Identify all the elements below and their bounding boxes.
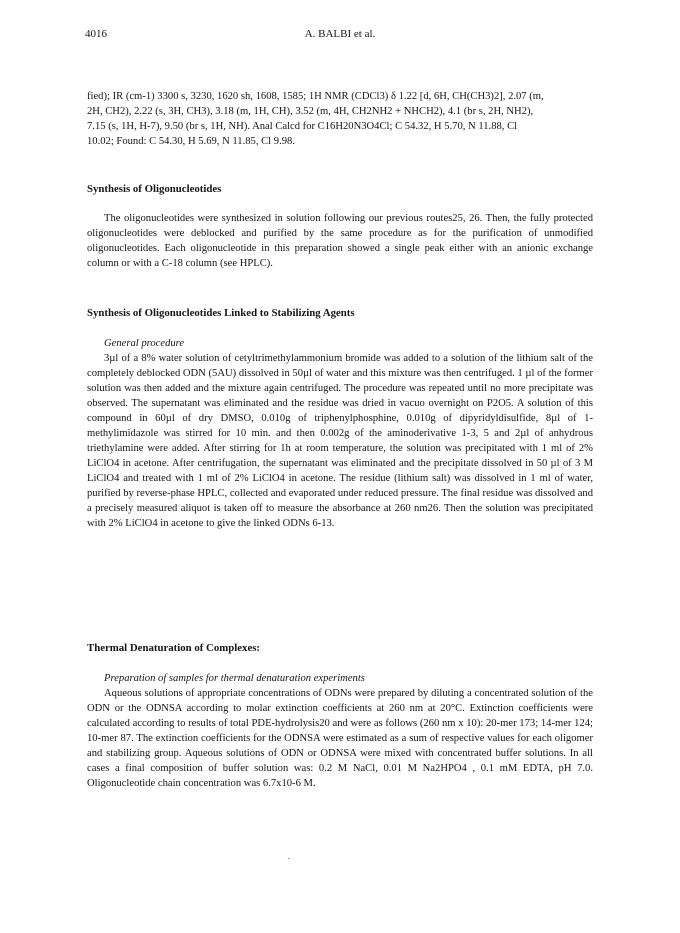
subsection-heading: General procedure — [104, 338, 185, 349]
running-header — [85, 28, 595, 44]
continuation-line-1: fied); IR (cm-1) 3300 s, 3230, 1620 sh, 1608, 1585; 1H NMR (CDCl3) δ 1.22 [d, 6H, CH(CH3)2], 2.07 (m, — [87, 91, 544, 102]
continuation-line-4: 10.02; Found: C 54.30, H 5.69, N 11.85, Cl 9.98. — [87, 136, 295, 147]
section-thermal-denaturation — [87, 641, 593, 791]
scan-speck — [288, 858, 290, 859]
continuation-text — [87, 89, 593, 149]
running-author: A. BALBI et al. — [304, 28, 376, 40]
subsection-heading: Preparation of samples for thermal denaturation experiments — [104, 673, 365, 684]
section-body: 3µl of a 8% water solution of cetyltrimethylammonium bromide was added to a solution of the lithium salt of the completely deblocked ODN (5AU) dissolved in 50µl of water and this mixture was then centrifuged. 1 µl of the former solution was then added and the mixture again centrifuged. The procedure was repeated until no more precipitate was observed. The supernatant was eliminated and the residue was dried in vacuo overnight on P2O5. A solution of this compound in 60µl of dry DMSO, 0.010g of triphenylphosphine, 0.010g of dipyridyldisulfide, 8µl of 1-methylimidazole was stirred for 10 min. and then 0.002g of the aminoderivative 1-3, 5 and 2µl of anhydrous triethylamine were added. After stirring for 1h at room temperature, the solution was precipitated with 1 ml of 2% LiClO4 in acetone. After centrifugation, the supernatant was eliminated and the precipitate dissolved in 50 µl of 3 M LiClO4 and treated with 1 ml of 2% LiClO4 in acetone. The residue (lithium salt) was dissolved in 1 ml of water, purified by reverse-phase HPLC, collected and evaporated under reduced pressure. The final residue was dissolved and a precisely measured aliquot is taken off to measure the absorbance at 260 nm26. Then the solution was precipitated with 2% LiClO4 in acetone to give the linked ODNs 6-13. — [87, 353, 593, 529]
section-heading: Thermal Denaturation of Complexes: — [87, 642, 261, 654]
section-body: Aqueous solutions of appropriate concentrations of ODNs were prepared by diluting a concentrated solution of the ODN or the ODNSA according to molar extinction coefficients at 260 nm at 20°C. Extinction coefficients were calculated according to results of total PDE-hydrolysis20 and were as follows (260 nm x 10): 20-mer 173; 14-mer 124; 10-mer 87. The extinction coefficients for the ODNSA were estimated as a sum of respective values for each oligomer and stabilizing group. Aqueous solutions of ODN or ODNSA were mixed with concentrated buffer solutions. In all cases a final composition of buffer solution was: 0.2 M NaCl, 0.01 M Na2HPO4 , 0.1 mM EDTA, pH 7.0. Oligonucleotide chain concentration was 6.7x10-6 M. — [87, 688, 593, 789]
section-linked-oligonucleotides — [87, 306, 593, 531]
section-oligonucleotides — [87, 182, 593, 271]
section-heading: Synthesis of Oligonucleotides Linked to Stabilizing Agents — [87, 307, 355, 319]
page-number: 4016 — [85, 28, 107, 40]
continuation-line-3: 7.15 (s, 1H, H-7), 9.50 (br s, 1H, NH). Anal Calcd for C16H20N3O4Cl; C 54.32, H 5.70, N 11.88, Cl — [87, 121, 518, 132]
section-body: The oligonucleotides were synthesized in solution following our previous routes25, 26. Then, the fully protected oligonucleotides were deblocked and purified by the same procedure as for the purification of unmodified oligonucleotides. Each oligonucleotide in this preparation showed a single peak either with an anionic exchange column or with a C-18 column (see HPLC). — [87, 213, 593, 269]
section-heading: Synthesis of Oligonucleotides — [87, 183, 222, 195]
continuation-line-2: 2H, CH2), 2.22 (s, 3H, CH3), 3.18 (m, 1H, CH), 3.52 (m, 4H, CH2NH2 + NHCH2), 4.1 (br s, 2H, NH2), — [87, 106, 534, 117]
